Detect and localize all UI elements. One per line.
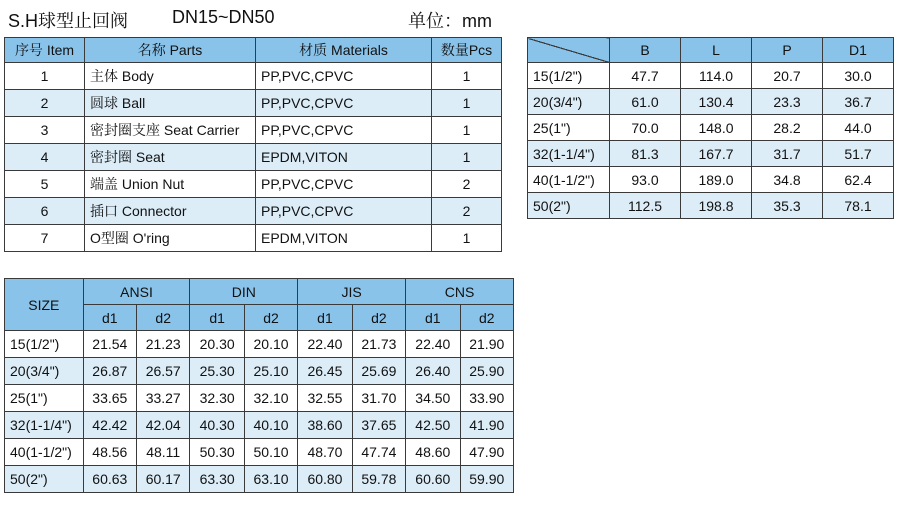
header-materials: 材质 Materials — [256, 38, 432, 63]
value-cell: 33.27 — [137, 385, 190, 412]
value-cell: 21.23 — [137, 331, 190, 358]
value-cell: 60.63 — [83, 466, 136, 493]
item-number: 4 — [5, 144, 85, 171]
value-cell: 62.4 — [823, 167, 894, 193]
item-number: 3 — [5, 117, 85, 144]
table-row — [528, 167, 894, 193]
value-cell: 33.65 — [83, 385, 136, 412]
product-title: S.H球型止回阀 — [8, 11, 129, 31]
value-cell: 40.10 — [244, 412, 297, 439]
standards-header-row — [5, 279, 514, 305]
table-row — [5, 144, 502, 171]
table-row — [5, 385, 514, 412]
header-d1: D1 — [823, 38, 894, 63]
part-qty: 1 — [432, 144, 502, 171]
value-cell: 32.10 — [244, 385, 297, 412]
part-material: EPDM,VITON — [256, 225, 432, 252]
value-cell: 114.0 — [681, 63, 752, 89]
value-cell: 38.60 — [298, 412, 352, 439]
value-cell: 51.7 — [823, 141, 894, 167]
value-cell: 47.74 — [352, 439, 405, 466]
part-material: PP,PVC,CPVC — [256, 63, 432, 90]
value-cell: 50.30 — [190, 439, 244, 466]
table-row — [528, 89, 894, 115]
value-cell: 25.90 — [460, 358, 513, 385]
header-d2: d2 — [352, 305, 405, 331]
diagonal-corner-cell — [528, 38, 610, 63]
value-cell: 22.40 — [298, 331, 352, 358]
value-cell: 50.10 — [244, 439, 297, 466]
part-material: PP,PVC,CPVC — [256, 171, 432, 198]
header-d2: d2 — [137, 305, 190, 331]
value-cell: 32.30 — [190, 385, 244, 412]
size-cell: 15(1/2") — [5, 331, 84, 358]
value-cell: 42.50 — [406, 412, 460, 439]
part-name: 圆球 Ball — [85, 90, 256, 117]
header-l: L — [681, 38, 752, 63]
size-range: DN15~DN50 — [172, 7, 275, 27]
part-material: PP,PVC,CPVC — [256, 198, 432, 225]
item-number: 1 — [5, 63, 85, 90]
parts-header-row — [5, 38, 502, 63]
parts-table — [4, 37, 502, 252]
part-qty: 1 — [432, 63, 502, 90]
value-cell: 130.4 — [681, 89, 752, 115]
header-parts: 名称 Parts — [85, 38, 256, 63]
value-cell: 21.73 — [352, 331, 405, 358]
part-name: O型圈 O'ring — [85, 225, 256, 252]
part-material: PP,PVC,CPVC — [256, 117, 432, 144]
header-size: SIZE — [5, 279, 84, 331]
value-cell: 28.2 — [752, 115, 823, 141]
header-ansi: ANSI — [83, 279, 190, 305]
header-cns: CNS — [406, 279, 514, 305]
value-cell: 93.0 — [610, 167, 681, 193]
table-row — [528, 63, 894, 89]
value-cell: 33.90 — [460, 385, 513, 412]
value-cell: 189.0 — [681, 167, 752, 193]
table-row — [5, 90, 502, 117]
value-cell: 48.60 — [406, 439, 460, 466]
value-cell: 47.90 — [460, 439, 513, 466]
unit-label: 单位：mm — [408, 11, 492, 31]
value-cell: 26.57 — [137, 358, 190, 385]
dimension-table — [527, 37, 894, 219]
part-material: PP,PVC,CPVC — [256, 90, 432, 117]
value-cell: 37.65 — [352, 412, 405, 439]
item-number: 7 — [5, 225, 85, 252]
size-cell: 32(1-1/4") — [528, 141, 610, 167]
value-cell: 112.5 — [610, 193, 681, 219]
table-row — [528, 193, 894, 219]
header-jis: JIS — [298, 279, 406, 305]
value-cell: 42.04 — [137, 412, 190, 439]
table-row — [5, 225, 502, 252]
value-cell: 36.7 — [823, 89, 894, 115]
value-cell: 34.50 — [406, 385, 460, 412]
header-b: B — [610, 38, 681, 63]
part-material: EPDM,VITON — [256, 144, 432, 171]
value-cell: 40.30 — [190, 412, 244, 439]
value-cell: 48.11 — [137, 439, 190, 466]
header-d1: d1 — [298, 305, 352, 331]
value-cell: 26.40 — [406, 358, 460, 385]
part-name: 插口 Connector — [85, 198, 256, 225]
value-cell: 21.54 — [83, 331, 136, 358]
table-row — [5, 466, 514, 493]
part-qty: 2 — [432, 198, 502, 225]
standards-table — [4, 278, 514, 493]
value-cell: 70.0 — [610, 115, 681, 141]
value-cell: 48.56 — [83, 439, 136, 466]
value-cell: 32.55 — [298, 385, 352, 412]
value-cell: 31.7 — [752, 141, 823, 167]
value-cell: 63.10 — [244, 466, 297, 493]
size-cell: 15(1/2") — [528, 63, 610, 89]
dimension-header-row — [528, 38, 894, 63]
value-cell: 198.8 — [681, 193, 752, 219]
item-number: 2 — [5, 90, 85, 117]
table-row — [5, 63, 502, 90]
value-cell: 60.80 — [298, 466, 352, 493]
value-cell: 59.90 — [460, 466, 513, 493]
value-cell: 60.60 — [406, 466, 460, 493]
header-d1: d1 — [83, 305, 136, 331]
value-cell: 81.3 — [610, 141, 681, 167]
size-cell: 50(2") — [528, 193, 610, 219]
table-row — [5, 358, 514, 385]
size-cell: 40(1-1/2") — [5, 439, 84, 466]
part-name: 主体 Body — [85, 63, 256, 90]
header-pcs: 数量Pcs — [432, 38, 502, 63]
part-qty: 1 — [432, 90, 502, 117]
header-d1: d1 — [190, 305, 244, 331]
table-row — [528, 141, 894, 167]
value-cell: 20.7 — [752, 63, 823, 89]
value-cell: 35.3 — [752, 193, 823, 219]
value-cell: 47.7 — [610, 63, 681, 89]
part-qty: 1 — [432, 225, 502, 252]
value-cell: 48.70 — [298, 439, 352, 466]
part-name: 端盖 Union Nut — [85, 171, 256, 198]
part-name: 密封圈 Seat — [85, 144, 256, 171]
size-cell: 25(1") — [528, 115, 610, 141]
table-row — [5, 198, 502, 225]
header-d2: d2 — [460, 305, 513, 331]
size-cell: 20(3/4") — [5, 358, 84, 385]
table-row — [5, 331, 514, 358]
value-cell: 42.42 — [83, 412, 136, 439]
header-din: DIN — [190, 279, 298, 305]
value-cell: 22.40 — [406, 331, 460, 358]
value-cell: 34.8 — [752, 167, 823, 193]
size-cell: 25(1") — [5, 385, 84, 412]
value-cell: 25.69 — [352, 358, 405, 385]
value-cell: 60.17 — [137, 466, 190, 493]
part-qty: 2 — [432, 171, 502, 198]
table-row — [5, 117, 502, 144]
header-d2: d2 — [244, 305, 297, 331]
value-cell: 61.0 — [610, 89, 681, 115]
value-cell: 63.30 — [190, 466, 244, 493]
header-item: 序号 Item — [5, 38, 85, 63]
value-cell: 23.3 — [752, 89, 823, 115]
value-cell: 30.0 — [823, 63, 894, 89]
header-p: P — [752, 38, 823, 63]
header-d1: d1 — [406, 305, 460, 331]
value-cell: 26.87 — [83, 358, 136, 385]
value-cell: 167.7 — [681, 141, 752, 167]
value-cell: 148.0 — [681, 115, 752, 141]
size-cell: 50(2") — [5, 466, 84, 493]
size-cell: 20(3/4") — [528, 89, 610, 115]
value-cell: 31.70 — [352, 385, 405, 412]
value-cell: 25.10 — [244, 358, 297, 385]
value-cell: 26.45 — [298, 358, 352, 385]
item-number: 5 — [5, 171, 85, 198]
value-cell: 21.90 — [460, 331, 513, 358]
value-cell: 20.10 — [244, 331, 297, 358]
value-cell: 78.1 — [823, 193, 894, 219]
table-row — [5, 439, 514, 466]
value-cell: 25.30 — [190, 358, 244, 385]
table-row — [5, 412, 514, 439]
value-cell: 41.90 — [460, 412, 513, 439]
table-row — [528, 115, 894, 141]
table-row — [5, 171, 502, 198]
value-cell: 44.0 — [823, 115, 894, 141]
size-cell: 32(1-1/4") — [5, 412, 84, 439]
size-cell: 40(1-1/2") — [528, 167, 610, 193]
part-name: 密封圈支座 Seat Carrier — [85, 117, 256, 144]
part-qty: 1 — [432, 117, 502, 144]
value-cell: 20.30 — [190, 331, 244, 358]
value-cell: 59.78 — [352, 466, 405, 493]
item-number: 6 — [5, 198, 85, 225]
